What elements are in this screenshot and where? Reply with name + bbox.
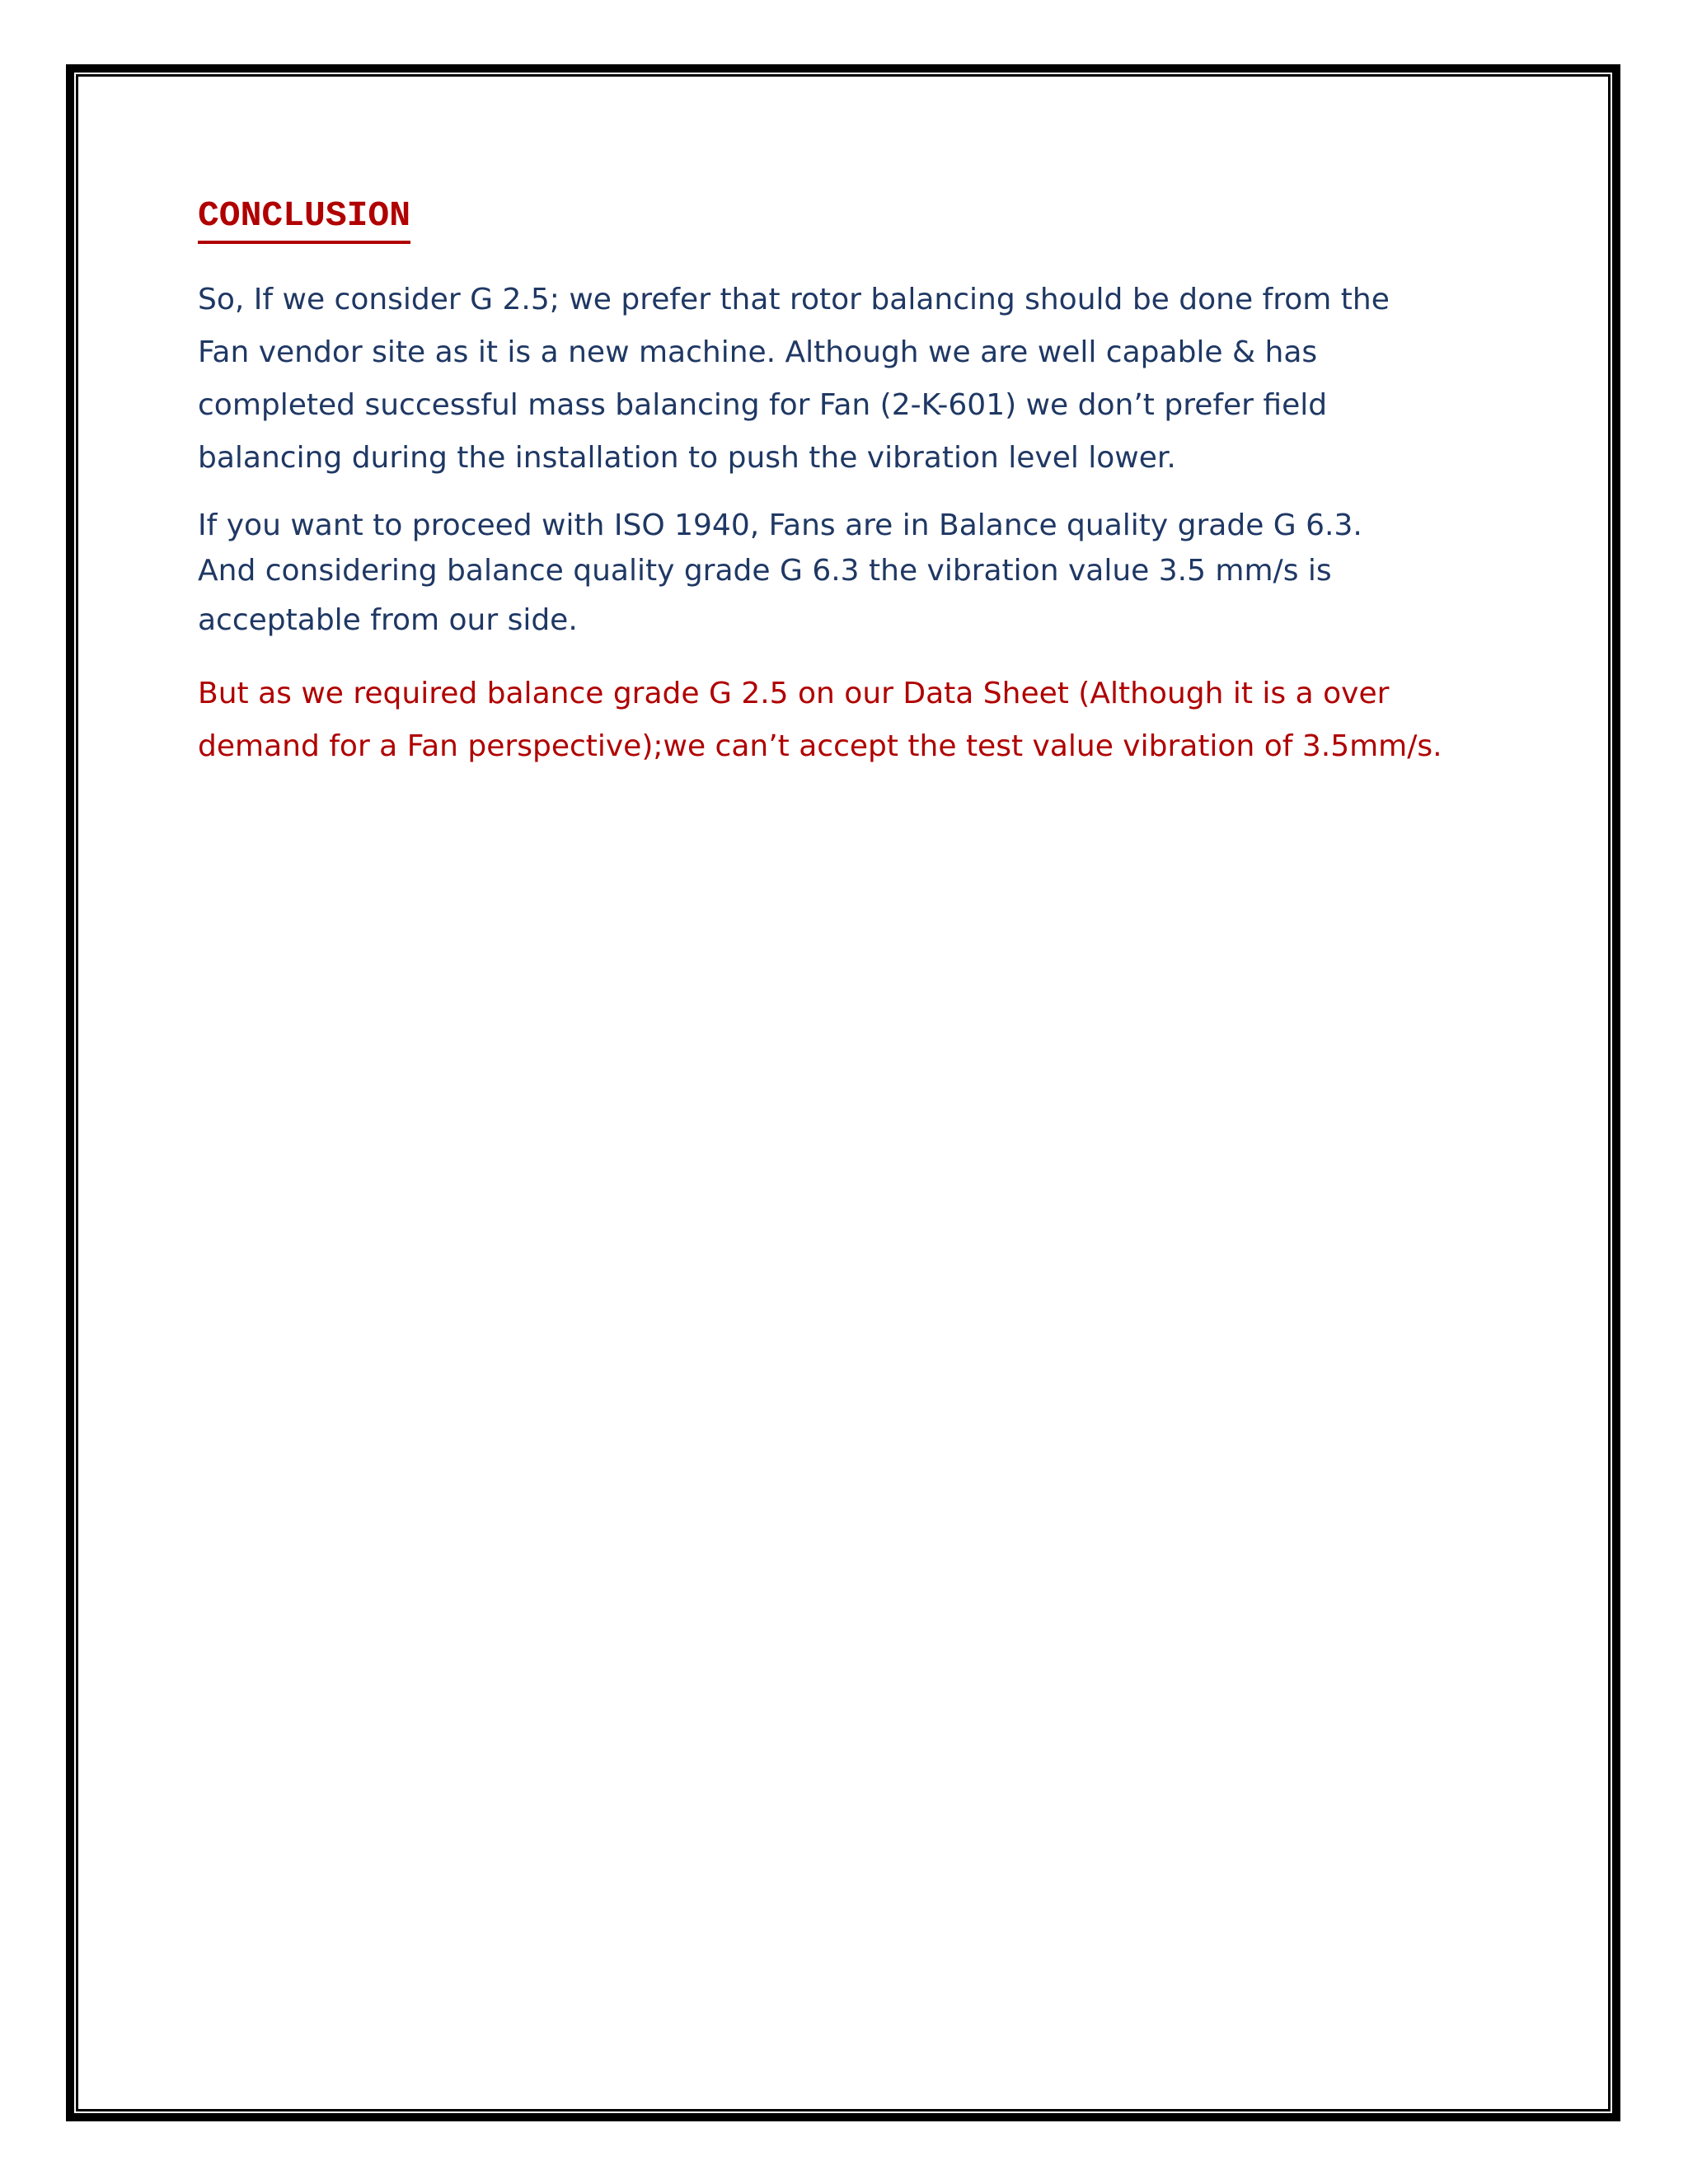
paragraph-line: Fan vendor site as it is a new machine. Although we are well capable & has (198, 335, 1318, 369)
paragraph-line: demand for a Fan perspective);we can’t accept the test value vibration of 3.5mm/s. (198, 729, 1442, 763)
conclusion-heading: CONCLUSION (198, 194, 410, 244)
paragraph-line: acceptable from our side. (198, 602, 578, 637)
paragraph-line: If you want to proceed with ISO 1940, Fans are in Balance quality grade G 6.3. (198, 508, 1362, 542)
paragraph-line: So, If we consider G 2.5; we prefer that rotor balancing should be done from the (198, 282, 1390, 316)
paragraph-line: And considering balance quality grade G 6.3 the vibration value 3.5 mm/s is (198, 553, 1332, 588)
document-content (198, 194, 1517, 773)
paragraph-data-sheet-requirement (198, 668, 1517, 773)
paragraph-iso-1940 (198, 504, 1517, 646)
paragraph-rotor-balancing (198, 274, 1517, 485)
paragraph-line: balancing during the installation to push the vibration level lower. (198, 440, 1176, 475)
paragraph-line: completed successful mass balancing for Fan (2-K-601) we don’t prefer field (198, 387, 1328, 422)
paragraph-line: But as we required balance grade G 2.5 on our Data Sheet (Although it is a over (198, 676, 1390, 710)
